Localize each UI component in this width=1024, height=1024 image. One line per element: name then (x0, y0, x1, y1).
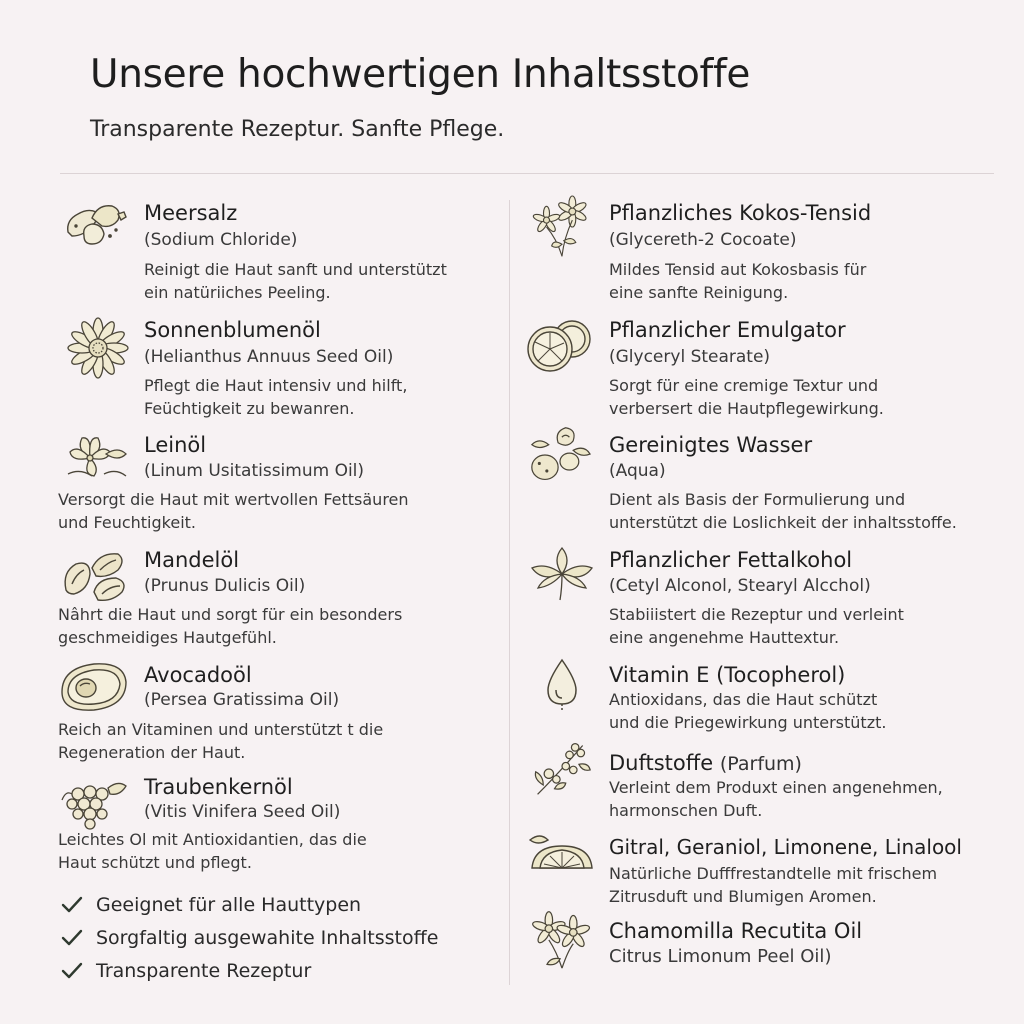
checkmark-icon (60, 893, 84, 917)
ingredient-name: Vitamin E (Tocopherol) (609, 663, 846, 687)
ingredient-inci: (Linum Usitatissimum Oil) (144, 461, 365, 481)
ingredient-name: Traubenkernöl (144, 775, 293, 799)
checkmark-icon (60, 959, 84, 983)
ingredient-name: Mandelöl (144, 548, 240, 572)
checkmark-icon (60, 926, 84, 950)
ingredient-description: Nâhrt die Haut und sorgt für ein besonders geschmeidiges Hautgefühl. (58, 605, 403, 647)
ingredient-description: Natürliche Dufffrestandtelle mit frischem Zitrusduft und Blumigen Aromen. (609, 864, 938, 906)
page-title: Unsere hochwertigen Inhaltsstoffe (90, 52, 751, 97)
ingredient-name: Meersalz (144, 201, 238, 225)
salt-crystals-icon (62, 192, 134, 254)
ingredient-description: Dient als Basis der Formulierung und unterstützt die Loslichkeit der inhaltsstoffe. (609, 490, 957, 532)
ingredient-name: Chamomilla Recutita Oil (609, 919, 863, 943)
benefit-text: Sorgfaltig ausgewahite Inhaltsstoffe (96, 927, 439, 949)
ingredient-name: Gereinigtes Wasser (609, 433, 813, 457)
ingredient-inci: (Glycereth-2 Cocoate) (609, 230, 797, 250)
flax-flower-icon (60, 424, 132, 486)
ingredient-inci: (Helianthus Annuus Seed Oil) (144, 347, 394, 367)
ingredient-description: Stabiiistert die Rezeptur und verleint eine angenehme Hauttextur. (609, 605, 904, 647)
benefit-text: Geeignet für alle Hauttypen (96, 894, 362, 916)
page-subtitle: Transparente Rezeptur. Sanfte Pflege. (90, 117, 505, 142)
ingredient-description: Antioxidans, das die Haut schützt und die Priegewirkung unterstützt. (609, 690, 887, 732)
benefit-text: Transparente Rezeptur (96, 960, 312, 982)
rose-fruit-icon (524, 424, 596, 486)
ingredient-inci: (Prunus Dulicis Oil) (144, 576, 306, 596)
avocado-icon (58, 656, 130, 718)
ingredient-description: Verleint dem Produxt einen angenehmen, harmonschen Duft. (609, 778, 943, 820)
ingredient-description: Mildes Tensid aut Kokosbasis für eine sanfte Reinigung. (609, 260, 867, 302)
chamomile-icon (526, 908, 598, 970)
ingredient-description: Citrus Limonum Peel Oil) (609, 946, 832, 967)
ingredient-inci: (Sodium Chloride) (144, 230, 298, 250)
ingredient-inci: (Glyceryl Stearate) (609, 347, 771, 367)
ingredient-inci: (Vitis Vinifera Seed Oil) (144, 802, 341, 822)
ingredient-description: Versorgt die Haut mit wertvollen Fettsäuren und Feuchtigkeit. (58, 490, 409, 532)
sunflower-icon (62, 316, 134, 378)
ingredient-name: Pflanzlicher Emulgator (609, 318, 846, 342)
header-divider (60, 173, 994, 174)
ingredient-description: Leichtes Ol mit Antioxidantien, das die Haut schützt und pflegt. (58, 830, 367, 872)
ingredient-name: Duftstoffe (Parfum) (609, 751, 802, 775)
floral-sprig-icon (526, 738, 598, 800)
lime-slices-icon (524, 315, 596, 377)
ingredient-inci: (Persea Gratissima Oil) (144, 690, 340, 710)
ingredient-inci: (Aqua) (609, 461, 666, 481)
ingredient-description: Sorgt für eine cremige Textur und verbersert die Hautpflegewirkung. (609, 376, 884, 418)
almond-icon (60, 544, 132, 606)
ingredient-description: Reich an Vitaminen und unterstützt t die Regeneration der Haut. (58, 720, 384, 762)
ingredient-description: Pflegt die Haut intensiv und hilft, Feüchtigkeit zu bewanren. (144, 376, 408, 418)
ingredient-name: Pflanzliches Kokos-Tensid (609, 201, 872, 225)
ingredient-inci: (Cetyl Alconol, Stearyl Alcchol) (609, 576, 871, 596)
citrus-slice-icon (526, 826, 598, 888)
ingredient-name: Gitral, Geraniol, Limonene, Linalool (609, 835, 962, 859)
droplet-icon (526, 656, 598, 718)
ingredient-name: Pflanzlicher Fettalkohol (609, 548, 853, 572)
column-divider (509, 200, 510, 985)
ingredient-description: Reinigt die Haut sanft und unterstützt ein natüriiches Peeling. (144, 260, 447, 302)
grapes-icon (58, 772, 130, 834)
leaves-icon (526, 544, 598, 606)
ingredient-name: Leinöl (144, 433, 207, 457)
daisy-flowers-icon (526, 196, 598, 258)
ingredient-name: Sonnenblumenöl (144, 318, 321, 342)
ingredient-name: Avocadoöl (144, 663, 252, 687)
